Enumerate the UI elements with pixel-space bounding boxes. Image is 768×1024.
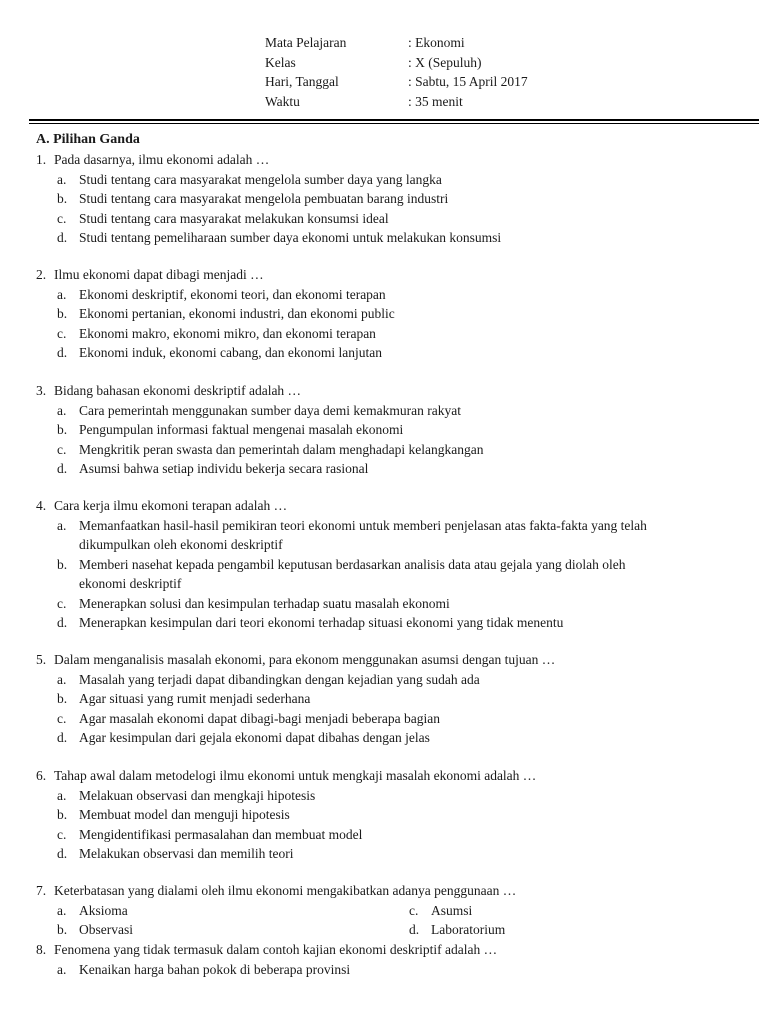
option-c xyxy=(36,709,736,729)
question-2 xyxy=(36,265,736,363)
question-text: Pada dasarnya, ilmu ekonomi adalah … xyxy=(54,152,270,167)
question-text: Cara kerja ilmu ekomoni terapan adalah … xyxy=(54,498,288,513)
header-label: Mata Pelajaran xyxy=(265,35,347,50)
option-a xyxy=(36,670,736,690)
question-7 xyxy=(36,881,736,940)
question-stem xyxy=(36,881,736,901)
option-letter: a. xyxy=(57,902,67,918)
option-b xyxy=(36,189,736,209)
option-text: Agar situasi yang rumit menjadi sederhana xyxy=(79,691,311,706)
option-text: Menerapkan kesimpulan dari teori ekonomi terhadap situasi ekonomi yang tidak menentu xyxy=(79,615,564,630)
option-d xyxy=(36,613,736,633)
option-letter: c. xyxy=(57,325,67,341)
question-number: 1. xyxy=(36,152,47,167)
question-text: Dalam menganalisis masalah ekonomi, para ekonom menggunakan asumsi dengan tujuan … xyxy=(54,652,556,667)
question-text: Keterbatasan yang dialami oleh ilmu ekonomi mengakibatkan adanya penggunaan … xyxy=(54,883,517,898)
question-number: 4. xyxy=(36,498,47,513)
question-5 xyxy=(36,650,736,748)
question-stem xyxy=(36,650,736,670)
option-letter: b. xyxy=(57,422,68,437)
option-c xyxy=(36,209,736,229)
option-letter: c. xyxy=(57,826,67,842)
option-text: Studi tentang cara masyarakat mengelola sumber daya yang langka xyxy=(79,171,442,187)
option-text: Cara pemerintah menggunakan sumber daya demi kemakmuran rakyat xyxy=(79,402,461,418)
header-value: : 35 menit xyxy=(408,93,463,109)
question-6 xyxy=(36,766,736,864)
question-stem xyxy=(36,766,736,786)
option-letter: d. xyxy=(57,615,68,630)
option-text: Ekonomi makro, ekonomi mikro, dan ekonomi terapan xyxy=(79,325,376,341)
question-4 xyxy=(36,496,736,633)
option-b xyxy=(36,304,736,324)
option-c xyxy=(409,901,472,921)
header-row-time xyxy=(265,92,565,112)
option-d xyxy=(409,920,505,940)
option-row xyxy=(36,901,736,921)
header-row-class xyxy=(265,53,565,73)
option-text: Ekonomi induk, ekonomi cabang, dan ekonomi lanjutan xyxy=(79,345,382,360)
option-letter: d. xyxy=(57,230,68,245)
option-text: Memberi nasehat kepada pengambil keputusan berdasarkan analisis data atau gejala yang diolah oleh xyxy=(79,556,626,572)
option-letter: a. xyxy=(57,787,67,803)
option-text: Ekonomi deskriptif, ekonomi teori, dan ekonomi terapan xyxy=(79,286,386,302)
option-letter: b. xyxy=(57,922,68,937)
option-letter: b. xyxy=(57,691,68,706)
option-text: dikumpulkan oleh ekonomi deskriptif xyxy=(79,537,283,552)
option-letter: c. xyxy=(57,710,67,726)
option-letter: d. xyxy=(409,922,420,937)
option-a-continuation xyxy=(36,535,736,555)
option-text: Ekonomi pertanian, ekonomi industri, dan ekonomi public xyxy=(79,306,395,321)
question-number: 7. xyxy=(36,883,47,898)
option-a xyxy=(36,960,736,980)
question-text: Bidang bahasan ekonomi deskriptif adalah … xyxy=(54,383,302,398)
option-b xyxy=(57,920,133,940)
option-d xyxy=(36,728,736,748)
option-text: Agar masalah ekonomi dapat dibagi-bagi menjadi beberapa bagian xyxy=(79,710,440,726)
question-number: 8. xyxy=(36,942,47,957)
option-text: Kenaikan harga bahan pokok di beberapa provinsi xyxy=(79,961,351,977)
option-letter: b. xyxy=(57,807,68,822)
option-text: Masalah yang terjadi dapat dibandingkan dengan kejadian yang sudah ada xyxy=(79,671,480,687)
option-b xyxy=(36,805,736,825)
option-text: Pengumpulan informasi faktual mengenai masalah ekonomi xyxy=(79,422,404,437)
option-row xyxy=(36,920,736,940)
question-stem xyxy=(36,150,736,170)
option-letter: a. xyxy=(57,671,67,687)
option-c xyxy=(36,594,736,614)
question-stem xyxy=(36,496,736,516)
question-number: 5. xyxy=(36,652,47,667)
option-letter: d. xyxy=(57,730,68,745)
option-letter: c. xyxy=(409,902,419,918)
question-1 xyxy=(36,150,736,248)
header-divider-thin xyxy=(29,123,759,124)
question-stem xyxy=(36,381,736,401)
header-value: : Sabtu, 15 April 2017 xyxy=(408,74,528,89)
option-letter: a. xyxy=(57,517,67,533)
exam-header xyxy=(265,33,565,111)
question-number: 3. xyxy=(36,383,47,398)
option-d xyxy=(36,228,736,248)
option-text: Membuat model dan menguji hipotesis xyxy=(79,807,290,822)
header-row-date xyxy=(265,72,565,92)
option-text: Mengidentifikasi permasalahan dan membuat model xyxy=(79,826,363,842)
option-b xyxy=(36,689,736,709)
option-b xyxy=(36,555,736,575)
option-text: Asumsi bahwa setiap individu bekerja secara rasional xyxy=(79,461,369,476)
option-letter: a. xyxy=(57,402,67,418)
question-stem xyxy=(36,265,736,285)
header-row-subject xyxy=(265,33,565,53)
option-a xyxy=(36,786,736,806)
option-letter: d. xyxy=(57,846,68,861)
option-letter: d. xyxy=(57,345,68,360)
option-c xyxy=(36,440,736,460)
question-number: 6. xyxy=(36,768,47,783)
option-text: Memanfaatkan hasil-hasil pemikiran teori ekonomi untuk memberi penjelasan atas fakta-fakta yang telah xyxy=(79,517,647,533)
question-text: Ilmu ekonomi dapat dibagi menjadi … xyxy=(54,267,264,282)
option-a xyxy=(36,401,736,421)
option-text: Studi tentang pemeliharaan sumber daya ekonomi untuk melakukan konsumsi xyxy=(79,230,502,245)
header-value: : Ekonomi xyxy=(408,35,465,50)
option-text: Studi tentang cara masyarakat melakukan konsumsi ideal xyxy=(79,210,389,226)
option-letter: a. xyxy=(57,286,67,302)
option-text: Mengkritik peran swasta dan pemerintah dalam menghadapi kelangkangan xyxy=(79,441,484,457)
option-a xyxy=(57,901,128,921)
option-letter: a. xyxy=(57,171,67,187)
option-d xyxy=(36,459,736,479)
option-text: Menerapkan solusi dan kesimpulan terhadap suatu masalah ekonomi xyxy=(79,595,450,611)
option-a xyxy=(36,516,736,536)
option-text: Asumsi xyxy=(431,902,473,918)
option-letter: b. xyxy=(57,556,68,572)
question-text: Fenomena yang tidak termasuk dalam contoh kajian ekonomi deskriptif adalah … xyxy=(54,942,498,957)
option-letter: b. xyxy=(57,191,68,206)
question-3 xyxy=(36,381,736,479)
option-letter: c. xyxy=(57,595,67,611)
header-label: Kelas xyxy=(265,54,296,70)
option-d xyxy=(36,343,736,363)
header-label: Hari, Tanggal xyxy=(265,74,339,89)
option-d xyxy=(36,844,736,864)
option-letter: c. xyxy=(57,210,67,226)
option-text: Melakukan observasi dan memilih teori xyxy=(79,846,294,861)
question-stem xyxy=(36,940,736,960)
header-divider-thick xyxy=(29,119,759,121)
option-c xyxy=(36,825,736,845)
option-text: Agar kesimpulan dari gejala ekonomi dapat dibahas dengan jelas xyxy=(79,730,430,745)
option-a xyxy=(36,285,736,305)
option-text: Aksioma xyxy=(79,902,128,918)
header-label: Waktu xyxy=(265,93,300,109)
option-text: Observasi xyxy=(79,922,133,937)
option-b xyxy=(36,420,736,440)
question-text: Tahap awal dalam metodelogi ilmu ekonomi untuk mengkaji masalah ekonomi adalah … xyxy=(54,768,537,783)
option-letter: a. xyxy=(57,961,67,977)
option-letter: b. xyxy=(57,306,68,321)
option-text: ekonomi deskriptif xyxy=(79,576,182,591)
option-letter: c. xyxy=(57,441,67,457)
option-text: Studi tentang cara masyarakat mengelola pembuatan barang industri xyxy=(79,191,449,206)
option-c xyxy=(36,324,736,344)
section-title: A. Pilihan Ganda xyxy=(36,132,140,147)
question-number: 2. xyxy=(36,267,47,282)
question-8 xyxy=(36,940,736,979)
option-b-continuation xyxy=(36,574,736,594)
header-value: : X (Sepuluh) xyxy=(408,54,482,70)
option-text: Melakuan observasi dan mengkaji hipotesis xyxy=(79,787,316,803)
option-text: Laboratorium xyxy=(431,922,506,937)
option-letter: d. xyxy=(57,461,68,476)
option-a xyxy=(36,170,736,190)
